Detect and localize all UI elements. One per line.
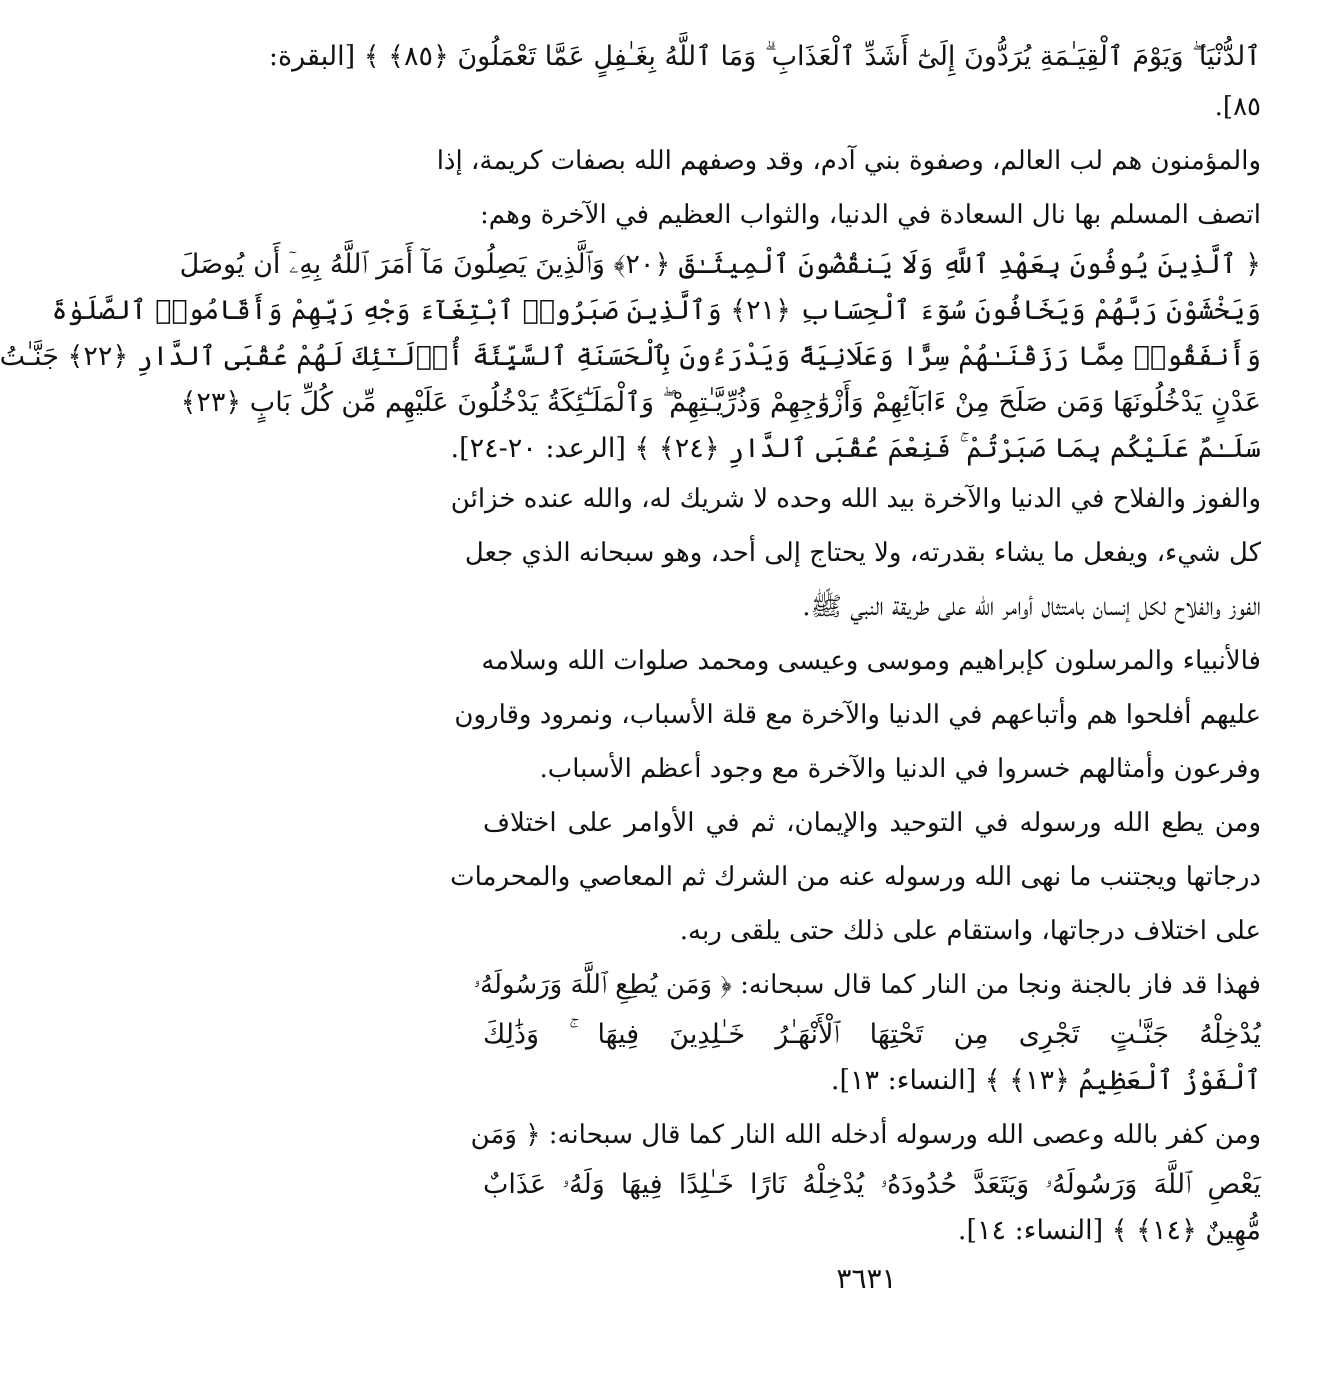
quran-line: سَلَـٰمٌ عَلَيْكُم بِمَا صَبَرْتُمْ ۚ فَنِعْمَ عُقْبَى ٱلدَّارِ ﴿٢٤﴾ ﴾ [الرعد: ٢٠-٢٤]. [450,433,1261,464]
quran-line: يُدْخِلْهُ جَنَّـٰتٍ تَجْرِى مِن تَحْتِهَا ٱلْأَنْهَـٰرُ خَـٰلِدِينَ فِيهَا ۚ وَذَٰلِكَ [483,1019,1261,1050]
text-line: والفوز والفلاح في الدنيا والآخرة بيد الله وحده لا شريك له، والله عنده خزائن [450,484,1261,514]
quran-line: ٱلدُّنْيَا ۖ وَيَوْمَ ٱلْقِيَـٰمَةِ يُرَدُّونَ إِلَىٰٓ أَشَدِّ ٱلْعَذَابِ ۗ وَمَا ٱللَّهُ بِغَـٰفِلٍ عَمَّا تَعْمَلُونَ ﴿٨٥﴾ ﴾ [البقرة: [268,41,1261,72]
text-line: والمؤمنون هم لب العالم، وصفوة بني آدم، وقد وصفهم الله بصفات كريمة، إذا [436,146,1261,176]
text-line: وفرعون وأمثالهم خسروا في الدنيا والآخرة مع وجود أعظم الأسباب. [539,754,1261,784]
text-line: الفوز والفلاح لكل إنسان بامتثال أوامر الله على طريقة النبي ﷺ. [802,592,1261,622]
text-line: ومن يطع الله ورسوله في التوحيد والإيمان، ثم في الأوامر على اختلاف [483,808,1261,838]
quran-line: مُّهِينٌ ﴿١٤﴾ ﴾ [النساء: ١٤]. [957,1215,1261,1246]
text-line: كل شيء، ويفعل ما يشاء بقدرته، ولا يحتاج إلى أحد، وهو سبحانه الذي جعل [464,538,1261,568]
quran-line: وَأَنفَقُوا۟ مِمَّا رَزَقْنَـٰهُمْ سِرًّا وَعَلَانِيَةً وَيَدْرَءُونَ بِٱلْحَسَنَةِ ٱلسَّيِّئَةَ أُو۟لَـٰٓئِكَ لَهُمْ عُقْبَى ٱلدَّارِ ﴿٢٢﴾ جَنَّـٰتُ [0,341,1261,372]
quran-line: ﴿ ٱلَّذِينَ يُوفُونَ بِعَهْدِ ٱللَّهِ وَلَا يَنقُضُونَ ٱلْمِيثَـٰقَ ﴿٢٠﴾ وَٱلَّذِينَ يَصِلُونَ مَآ أَمَرَ ٱللَّهُ بِهِۦٓ أَن يُوصَلَ [179,249,1261,280]
text-line: على اختلاف درجاتها، واستقام على ذلك حتى يلقى ربه. [679,916,1261,946]
text-line: ٨٥]. [1214,92,1261,122]
text-line: فالأنبياء والمرسلون كإبراهيم وموسى وعيسى ومحمد صلوات الله وسلامه [481,646,1261,676]
page-body [0,34,1261,1254]
text-line: درجاتها ويجتنب ما نهى الله ورسوله عنه من الشرك ثم المعاصي والمحرمات [450,862,1261,892]
text-line: فهذا قد فاز بالجنة ونجا من النار كما قال سبحانه: ﴿ وَمَن يُطِعِ ٱللَّهَ وَرَسُولَهُۥ [473,970,1261,1000]
quran-line: يَعْصِ ٱللَّهَ وَرَسُولَهُۥ وَيَتَعَدَّ حُدُودَهُۥ يُدْخِلْهُ نَارًا خَـٰلِدًا فِيهَا وَلَهُۥ عَذَابٌ [483,1169,1261,1200]
quran-line: ٱلْفَوْزُ ٱلْعَظِيمُ ﴿١٣﴾ ﴾ [النساء: ١٣]. [830,1065,1261,1096]
quran-line: عَدْنٍ يَدْخُلُونَهَا وَمَن صَلَحَ مِنْ ءَابَآئِهِمْ وَأَزْوَٰجِهِمْ وَذُرِّيَّـٰتِهِمْ ۖ وَٱلْمَلَـٰٓئِكَةُ يَدْخُلُونَ عَلَيْهِم مِّن كُلِّ بَابٍ ﴿٢٣﴾ [180,387,1261,418]
text-line: اتصف المسلم بها نال السعادة في الدنيا، والثواب العظيم في الآخرة وهم: [480,200,1261,230]
quran-line: وَيَخْشَوْنَ رَبَّهُمْ وَيَخَافُونَ سُوٓءَ ٱلْحِسَابِ ﴿٢١﴾ وَٱلَّذِينَ صَبَرُوا۟ ٱبْتِغَآءَ وَجْهِ رَبِّهِمْ وَأَقَامُوا۟ ٱلصَّلَوٰةَ [51,295,1261,326]
text-line: ومن كفر بالله وعصى الله ورسوله أدخله الله النار كما قال سبحانه: ﴿ وَمَن [470,1120,1261,1150]
page-number: ٣٦٣١ [836,1262,897,1295]
text-line: عليهم أفلحوا هم وأتباعهم في الدنيا والآخرة مع قلة الأسباب، ونمرود وقارون [454,700,1261,730]
